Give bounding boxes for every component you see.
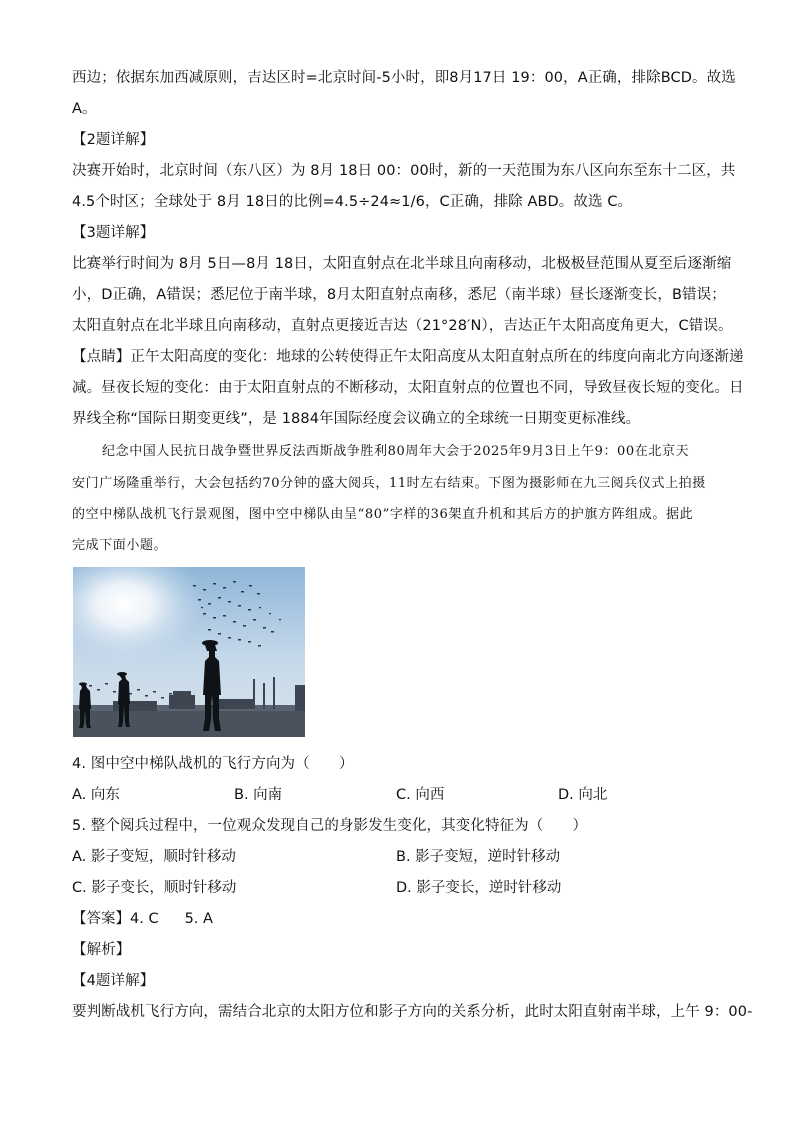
q4-option-d[interactable]: D. 向北 (558, 787, 608, 803)
passage-line: 纪念中国人民抗日战争暨世界反法西斯战争胜利80周年大会于2025年9月3日上午9：00在北京天 (102, 444, 690, 459)
text-line: 决赛开始时，北京时间（东八区）为 8月 18日 00：00时，新的一天范围为东八区向东至东十二区，共 (72, 163, 736, 179)
text-line: 要判断战机飞行方向，需结合北京的太阳方位和影子方向的关系分析，此时太阳直射南半球，上午 9：00- (72, 1004, 753, 1020)
question-4-stem: 4. 图中空中梯队战机的飞行方向为（ ） (72, 756, 354, 772)
section-heading: 【4题详解】 (72, 973, 155, 989)
passage-line: 完成下面小题。 (72, 538, 168, 553)
text-line: 界线全称“国际日期变更线”，是 1884年国际经度会议确立的全球统一日期变更标准线。 (72, 411, 641, 427)
text-line: 减。昼夜长短的变化：由于太阳直射点的不断移动，太阳直射点的位置也不同，导致昼夜长短的变化。日 (72, 380, 744, 396)
answer-5: 5. A (184, 911, 213, 927)
answer-row (72, 909, 213, 929)
text-line: 比赛举行时间为 8月 5日—8月 18日，太阳直射点在北半球且向南移动，北极极昼范围从夏至后逐渐缩 (72, 256, 732, 272)
analysis-heading: 【解析】 (72, 942, 131, 958)
question-5-stem: 5. 整个阅兵过程中，一位观众发现自己的身影发生变化，其变化特征为（ ） (72, 818, 588, 834)
q4-option-b[interactable]: B. 向南 (234, 787, 283, 803)
parade-flyover-photo (73, 567, 305, 737)
q5-option-b[interactable]: B. 影子变短，逆时针移动 (396, 849, 561, 865)
passage-line: 的空中梯队战机飞行景观图，图中空中梯队由呈“80”字样的36架直升机和其后方的护旗方阵组成。据此 (72, 507, 694, 522)
q4-option-a[interactable]: A. 向东 (72, 787, 120, 803)
section-heading: 【3题详解】 (72, 225, 155, 241)
q4-option-c[interactable]: C. 向西 (396, 787, 445, 803)
text-line: 4.5个时区；全球处于 8月 18日的比例=4.5÷24≈1/6，C正确，排除 ABD。故选 C。 (72, 194, 633, 210)
q5-option-a[interactable]: A. 影子变短，顺时针移动 (72, 849, 236, 865)
passage-line: 安门广场隆重举行，大会包括约70分钟的盛大阅兵，11时左右结束。下图为摄影师在九三阅兵仪式上拍摄 (72, 476, 706, 491)
q5-option-c[interactable]: C. 影子变长，顺时针移动 (72, 880, 237, 896)
text-line: 小，D正确，A错误；悉尼位于南半球，8月太阳直射点南移，悉尼（南半球）昼长逐渐变长，B错误； (72, 287, 726, 303)
text-line: 西边；依据东加西减原则，吉达区时=北京时间-5小时，即8月17日 19：00，A正确，排除BCD。故选 (72, 70, 736, 86)
key-point-heading: 【点睛】正午太阳高度的变化：地球的公转使得正午太阳高度从太阳直射点所在的纬度向南北方向逐渐递 (72, 349, 744, 365)
text-line: 太阳直射点在北半球且向南移动，直射点更接近吉达（21°28′N），吉达正午太阳高度角更大，C错误。 (72, 318, 733, 334)
answer-label: 【答案】 (72, 911, 130, 927)
text-line: A。 (72, 101, 97, 117)
q5-option-d[interactable]: D. 影子变长，逆时针移动 (396, 880, 562, 896)
answer-4: 4. C (130, 911, 159, 927)
section-heading: 【2题详解】 (72, 132, 155, 148)
